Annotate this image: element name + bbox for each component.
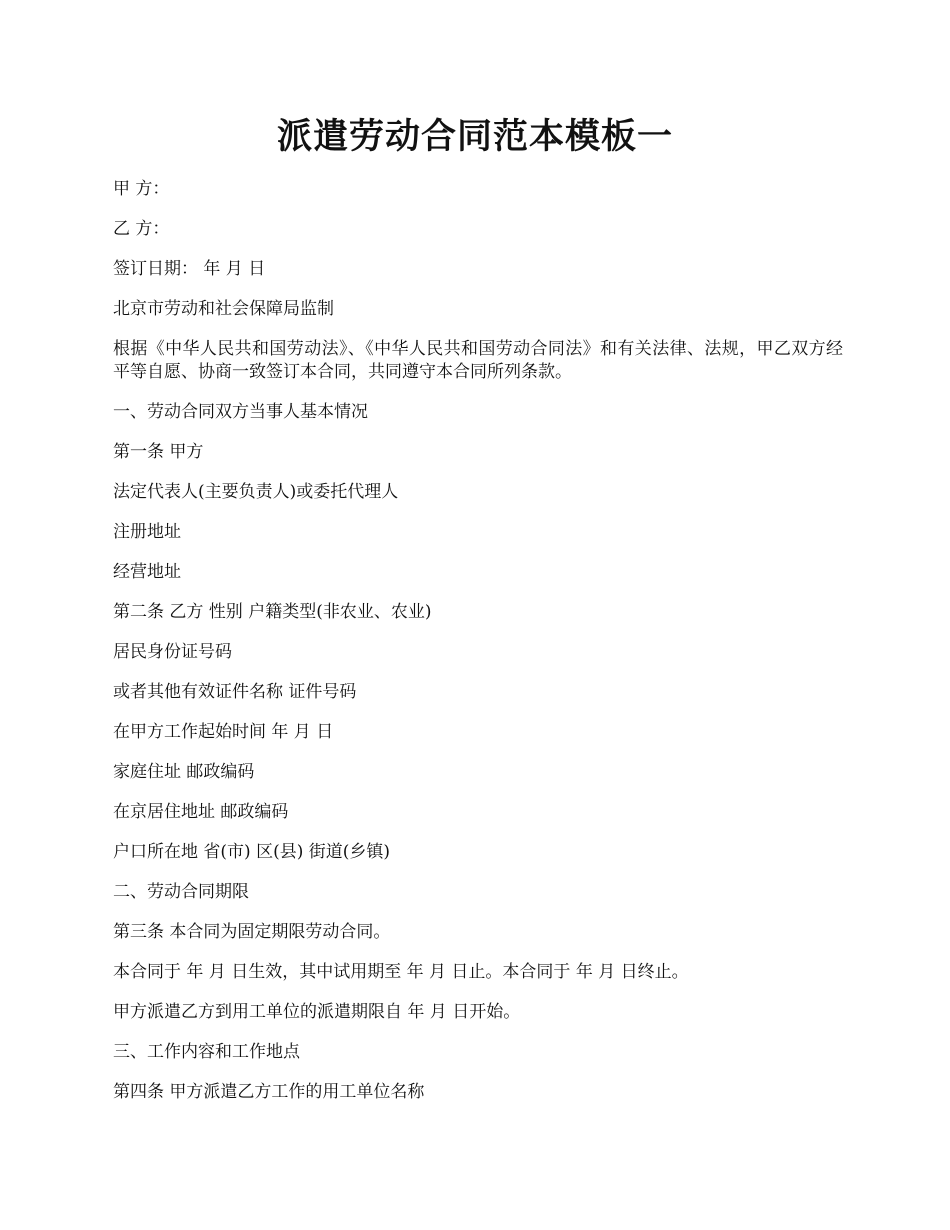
contract-term-line: 本合同于 年 月 日生效，其中试用期至 年 月 日止。本合同于 年 月 日终止。 [113, 962, 689, 982]
supervisor-line: 北京市劳动和社会保障局监制 [113, 299, 334, 319]
beijing-address-line: 在京居住地址 邮政编码 [113, 802, 289, 822]
section-heading-2: 二、劳动合同期限 [113, 882, 249, 902]
article-2: 第二条 乙方 性别 户籍类型(非农业、农业) [113, 602, 432, 622]
section-heading-1: 一、劳动合同双方当事人基本情况 [113, 402, 368, 422]
party-a-line: 甲 方： [113, 179, 170, 199]
preamble-paragraph: 根据《中华人民共和国劳动法》、《中华人民共和国劳动合同法》和有关法律、法规，甲乙双方经平等自愿、协商一致签订本合同，共同遵守本合同所列条款。 [113, 339, 843, 382]
id-number-line: 居民身份证号码 [113, 642, 232, 662]
party-b-line: 乙 方： [113, 219, 170, 239]
article-1: 第一条 甲方 [113, 442, 204, 462]
section-heading-3: 三、工作内容和工作地点 [113, 1042, 300, 1062]
registered-address-line: 注册地址 [113, 522, 181, 542]
start-date-line: 在甲方工作起始时间 年 月 日 [113, 722, 334, 742]
business-address-line: 经营地址 [113, 562, 181, 582]
document-body [113, 178, 843, 1121]
dispatch-term-line: 甲方派遣乙方到用工单位的派遣期限自 年 月 日开始。 [113, 1002, 521, 1022]
other-id-line: 或者其他有效证件名称 证件号码 [113, 682, 357, 702]
legal-representative-line: 法定代表人(主要负责人)或委托代理人 [113, 482, 399, 502]
household-registration-line: 户口所在地 省(市) 区(县) 街道(乡镇) [113, 842, 391, 862]
article-3: 第三条 本合同为固定期限劳动合同。 [113, 922, 391, 942]
signing-date-line: 签订日期： 年 月 日 [113, 259, 266, 279]
document-title: 派遣劳动合同范本模板一 [276, 116, 673, 157]
article-4: 第四条 甲方派遣乙方工作的用工单位名称 [113, 1082, 425, 1102]
home-address-line: 家庭住址 邮政编码 [113, 762, 255, 782]
